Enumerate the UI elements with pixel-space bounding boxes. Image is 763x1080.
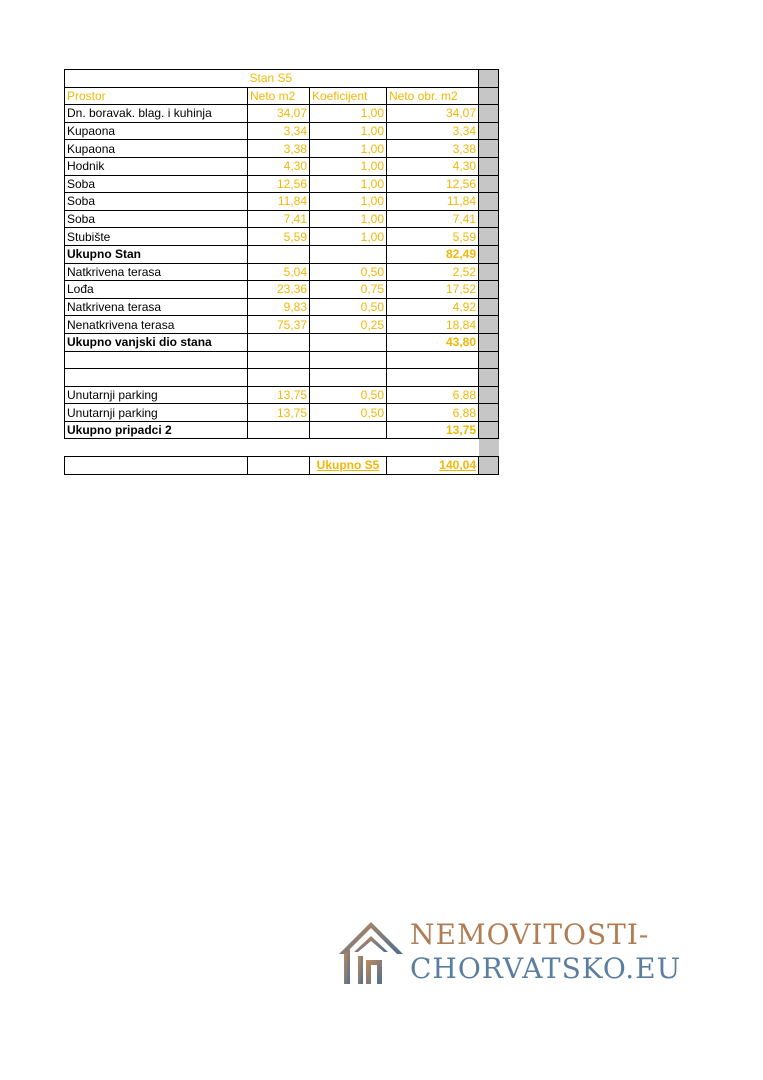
row-koef: 1,00 [310, 105, 387, 123]
grand-total-value: 140,04 [387, 457, 479, 475]
subtotal-row-vanjski [65, 333, 499, 351]
table-row [65, 105, 499, 123]
table-row [65, 298, 499, 316]
row-neto: 11,84 [248, 193, 310, 211]
header-koeficijent: Koeficijent [310, 87, 387, 105]
row-label: Stubište [65, 228, 248, 246]
subtotal-row-stan [65, 245, 499, 263]
grand-total-label: Ukupno S5 [310, 457, 387, 475]
row-label: Soba [65, 193, 248, 211]
row-koef: 1,00 [310, 193, 387, 211]
row-neto: 4,30 [248, 157, 310, 175]
subtotal-label: Ukupno Stan [65, 245, 248, 263]
row-obr: 17,52 [387, 281, 479, 299]
table-row [65, 193, 499, 211]
row-neto: 13,75 [248, 404, 310, 422]
row-label: Nenatkrivena terasa [65, 316, 248, 334]
title-row [65, 70, 499, 88]
row-neto: 7,41 [248, 210, 310, 228]
row-neto: 34,07 [248, 105, 310, 123]
row-koef: 1,00 [310, 228, 387, 246]
house-logo-icon [336, 918, 406, 988]
row-label: Natkrivena terasa [65, 263, 248, 281]
header-neto-obr: Neto obr. m2 [387, 87, 479, 105]
table-row [65, 140, 499, 158]
table-row [65, 157, 499, 175]
row-obr: 34,07 [387, 105, 479, 123]
row-label: Unutarnji parking [65, 386, 248, 404]
row-koef: 0,50 [310, 386, 387, 404]
header-prostor: Prostor [65, 87, 248, 105]
subtotal-value: 82,49 [387, 245, 479, 263]
row-koef: 1,00 [310, 210, 387, 228]
row-obr: 6,88 [387, 386, 479, 404]
row-neto: 5,59 [248, 228, 310, 246]
table-row [65, 263, 499, 281]
table-row [65, 228, 499, 246]
brand-logo-text [410, 918, 681, 986]
row-label: Kupaona [65, 140, 248, 158]
row-label: Lođa [65, 281, 248, 299]
subtotal-label: Ukupno vanjski dio stana [65, 333, 248, 351]
subtotal-row-pripadci [65, 421, 499, 439]
row-koef: 0,50 [310, 263, 387, 281]
row-neto: 23,36 [248, 281, 310, 299]
row-label: Soba [65, 210, 248, 228]
empty-row [65, 369, 499, 387]
row-label: Soba [65, 175, 248, 193]
table-title: Stan S5 [248, 70, 479, 88]
row-obr: 7,41 [387, 210, 479, 228]
row-koef: 1,00 [310, 157, 387, 175]
table-row [65, 386, 499, 404]
row-neto: 3,38 [248, 140, 310, 158]
row-koef: 0,25 [310, 316, 387, 334]
subtotal-value: 43,80 [387, 333, 479, 351]
row-obr: 6,88 [387, 404, 479, 422]
subtotal-label: Ukupno pripadci 2 [65, 421, 248, 439]
area-table [64, 69, 499, 475]
row-obr: 18,84 [387, 316, 479, 334]
row-obr: 4,92 [387, 298, 479, 316]
table-row [65, 281, 499, 299]
subtotal-value: 13,75 [387, 421, 479, 439]
table-row [65, 404, 499, 422]
row-neto: 3,34 [248, 122, 310, 140]
row-obr: 5,59 [387, 228, 479, 246]
brand-line-2: CHORVATSKO.EU [410, 952, 682, 985]
row-obr: 4,30 [387, 157, 479, 175]
table-row [65, 175, 499, 193]
row-neto: 5,04 [248, 263, 310, 281]
table-row [65, 316, 499, 334]
row-neto: 12,56 [248, 175, 310, 193]
row-obr: 3,34 [387, 122, 479, 140]
row-koef: 0,50 [310, 298, 387, 316]
empty-row [65, 351, 499, 369]
row-obr: 11,84 [387, 193, 479, 211]
row-koef: 1,00 [310, 175, 387, 193]
table-row [65, 122, 499, 140]
row-obr: 2,52 [387, 263, 479, 281]
brand-line-1: NEMOVITOSTI- [410, 918, 650, 951]
row-neto: 75,37 [248, 316, 310, 334]
row-neto: 13,75 [248, 386, 310, 404]
separator-row [65, 439, 499, 457]
row-koef: 1,00 [310, 122, 387, 140]
row-label: Hodnik [65, 157, 248, 175]
row-obr: 3,38 [387, 140, 479, 158]
header-neto: Neto m2 [248, 87, 310, 105]
row-label: Unutarnji parking [65, 404, 248, 422]
row-obr: 12,56 [387, 175, 479, 193]
grand-total-row [65, 457, 499, 475]
table-row [65, 210, 499, 228]
row-neto: 9,83 [248, 298, 310, 316]
row-label: Dn. boravak. blag. i kuhinja [65, 105, 248, 123]
row-label: Natkrivena terasa [65, 298, 248, 316]
row-label: Kupaona [65, 122, 248, 140]
row-koef: 0,50 [310, 404, 387, 422]
row-koef: 0,75 [310, 281, 387, 299]
row-koef: 1,00 [310, 140, 387, 158]
header-row [65, 87, 499, 105]
